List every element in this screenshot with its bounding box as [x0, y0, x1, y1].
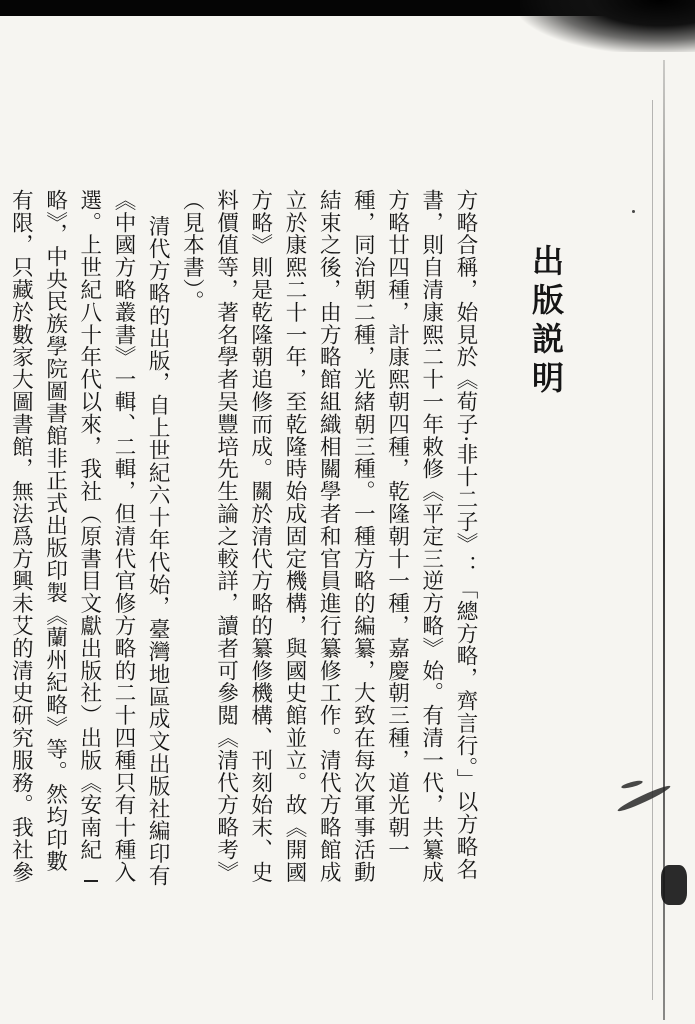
- scan-corner-shadow: [520, 0, 695, 52]
- ink-smudge: [621, 779, 644, 790]
- paragraph-1: 方略合稱，始見於《荀子·非十二子》：「總方略，齊言行。」以方略名書，則自清康熙二十一年敕修《平定三逆方略》始。有清一代，共纂成方略廿四種，計康熙朝四種，乾隆朝十一種，嘉慶朝三種，道光朝一種，同治朝二種，光緒朝三種。一種方略的編纂，大致在每次軍事活動結束之後，由方略館組織相關學者和官員進行纂修工作。清代方略館成立於康熙二十一年，至乾隆時始成固定機構，與國史館並立。故《開國方略》則是乾隆朝追修而成。關於清代方略的纂修機構、刊刻始末、史料價值等，著名學者吴豐培先生論之較詳，讀者可參閲《清代方略考》（見本書）。: [179, 189, 478, 884]
- paragraph-2: 清代方略的出版，自上世紀六十年代始，臺灣地區成文出版社編印有《中國方略叢書》一輯、二輯，但清代官修方略的二十四種只有十種入選。上世紀八十年代以來，我社（原書目文獻出版社）出版《安南紀略》，中央民族學院圖書館非正式出版印製《蘭州紀略》等。然均印數有限，只藏於數家大圖書館，無法爲方興未艾的清史研究服務。我社參: [8, 189, 171, 887]
- page-binding-shadow: [652, 100, 653, 1000]
- ink-speck: [632, 210, 635, 213]
- page-title: 出版説明: [527, 244, 565, 400]
- ink-smudge: [661, 865, 687, 905]
- body-text: [0, 189, 482, 889]
